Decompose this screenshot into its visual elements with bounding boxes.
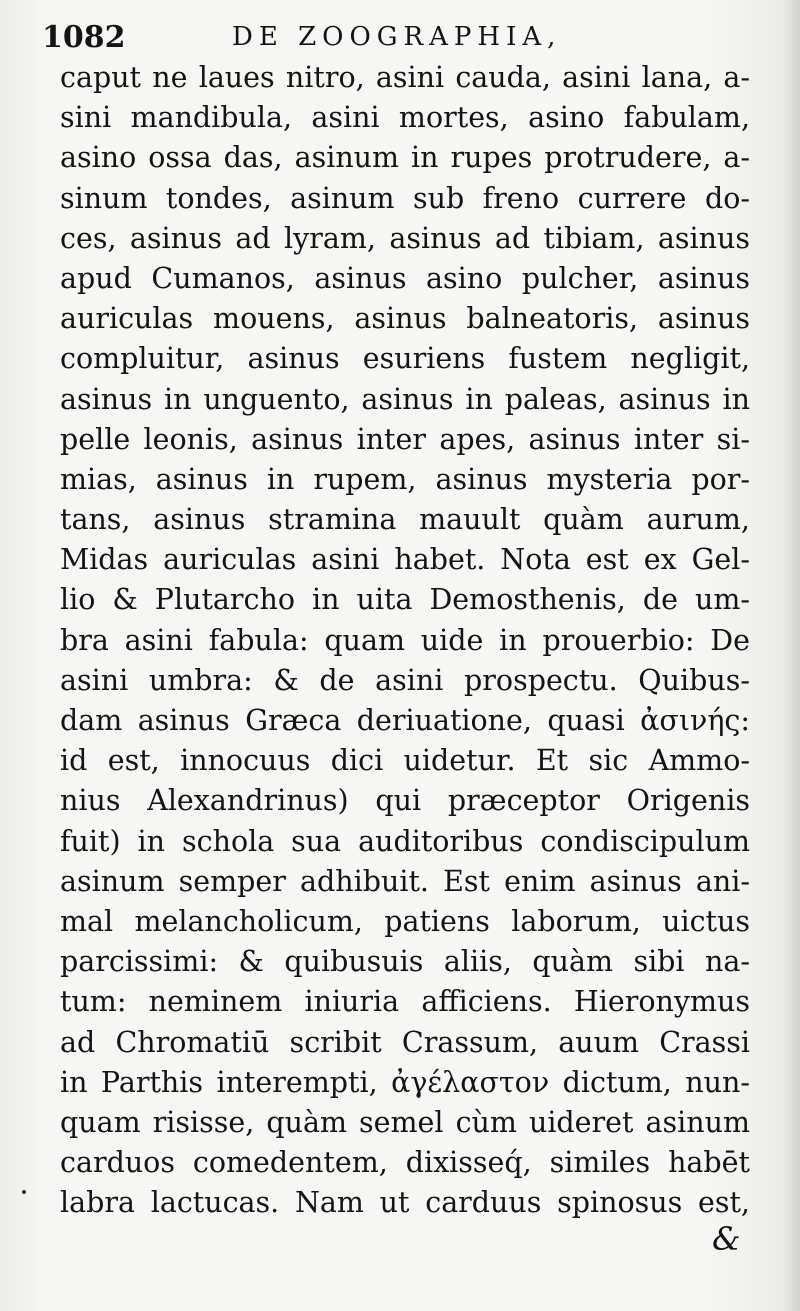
text-line: asini umbra: & de asini prospectu. Quibus- [60, 663, 750, 697]
text-line: carduos comedentem, dixisseq́, similes habēt [60, 1146, 750, 1180]
text-line: compluitur, asinus esuriens fustem negligit, [60, 342, 750, 376]
body-text [60, 58, 750, 1223]
text-line: apud Cumanos, asinus asino pulcher, asinus [60, 261, 750, 295]
ink-speck [22, 1190, 26, 1194]
text-line: sini mandibula, asini mortes, asino fabulam, [60, 101, 750, 135]
text-line: lio & Plutarcho in uita Demosthenis, de um- [60, 583, 750, 617]
text-line: tans, asinus stramina mauult quàm aurum, [60, 503, 750, 537]
page-edge-shadow [782, 0, 800, 1311]
text-line: in Parthis interempti, ἀγέλαστον dictum, nun- [60, 1065, 750, 1099]
text-line: mias, asinus in rupem, asinus mysteria por- [60, 462, 750, 496]
running-head: DE ZOOGRAPHIA, [232, 22, 562, 52]
text-line: sinum tondes, asinum sub freno currere do- [60, 181, 750, 215]
text-line: Midas auriculas asini habet. Nota est ex Gel- [60, 543, 750, 577]
catchword: & [712, 1220, 741, 1258]
text-line: tum: neminem iniuria afficiens. Hieronymus [60, 985, 750, 1019]
text-line: mal melancholicum, patiens laborum, uictus [60, 904, 750, 938]
text-line: asinum semper adhibuit. Est enim asinus ani- [60, 864, 750, 898]
text-line: bra asini fabula: quam uide in prouerbio: De [60, 623, 750, 657]
text-line: auriculas mouens, asinus balneatoris, asinus [60, 302, 750, 336]
page-header [42, 20, 762, 60]
text-line: asino ossa das, asinum in rupes protrudere, a- [60, 141, 750, 175]
page-number: 1082 [42, 20, 126, 55]
text-line: ces, asinus ad lyram, asinus ad tibiam, asinus [60, 221, 750, 255]
text-line: asinus in unguento, asinus in paleas, asinus in [60, 382, 750, 416]
text-line: parcissimi: & quibusuis aliis, quàm sibi na- [60, 945, 750, 979]
text-line: fuit) in schola sua auditoribus condiscipulum [60, 824, 750, 858]
text-line: caput ne laues nitro, asini cauda, asini lana, a- [60, 61, 750, 94]
text-line: dam asinus Græca deriuatione, quasi ἀσινής: [60, 704, 750, 737]
text-line: pelle leonis, asinus inter apes, asinus inter si- [60, 422, 750, 456]
text-line: ad Chromatiū scribit Crassum, auum Crassi [60, 1025, 750, 1059]
text-line: quam risisse, quàm semel cùm uideret asinum [60, 1105, 750, 1139]
text-line: labra lactucas. Nam ut carduus spinosus est, [60, 1186, 750, 1220]
text-line: nius Alexandrinus) qui præceptor Origenis [60, 784, 750, 818]
text-line: id est, innocuus dici uidetur. Et sic Ammo- [60, 744, 750, 778]
